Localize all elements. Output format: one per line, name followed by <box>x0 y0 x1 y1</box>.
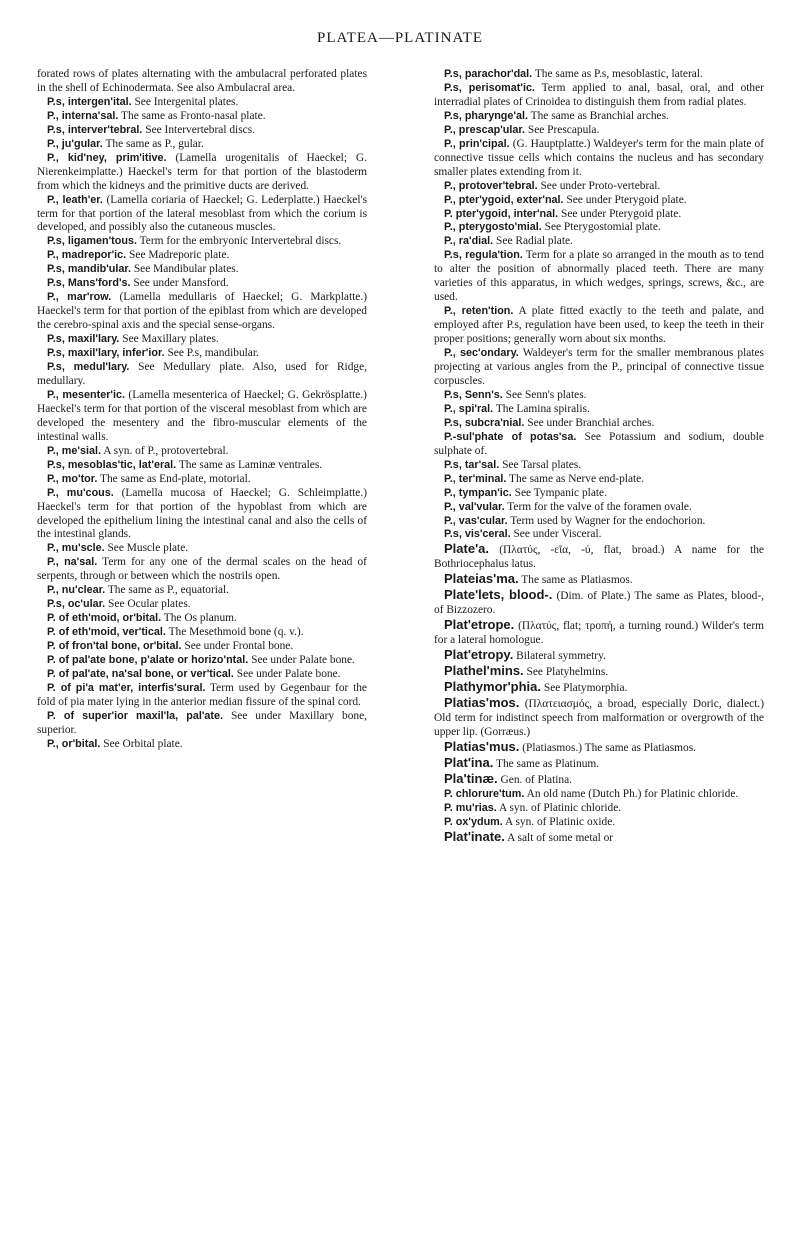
dictionary-entry <box>37 487 367 543</box>
entry-definition: A syn. of Platinic chloride. <box>499 801 622 814</box>
entry-headword: P., tympan'ic. <box>444 486 512 499</box>
dictionary-entry <box>434 680 764 696</box>
entry-headword: Plat'inate. <box>444 828 505 844</box>
entry-definition: Term for the valve of the foramen ovale. <box>507 500 692 513</box>
entry-headword: P., prin'cipal. <box>444 137 510 150</box>
entry-headword: P., spi'ral. <box>444 402 494 415</box>
entry-headword: P. ox'ydum. <box>444 815 503 828</box>
entry-definition: A syn. of P., protovertebral. <box>103 444 229 457</box>
dictionary-entry <box>37 654 367 668</box>
dictionary-entry <box>434 347 764 389</box>
dictionary-entry <box>37 445 367 459</box>
dictionary-entry <box>37 249 367 263</box>
entry-headword: P.s, oc'ular. <box>47 598 106 611</box>
entry-headword: P., mar'row. <box>47 291 112 304</box>
entry-headword: P., mo'tor. <box>47 472 98 485</box>
dictionary-entry <box>434 772 764 788</box>
entry-definition: (Πλατειασμός, a broad, especially Doric, dialect.) Old term for indistinct speech from malformation or overgrowth of the upper lip. (Gorræus.) <box>434 697 764 738</box>
entry-definition: See Tarsal plates. <box>502 458 582 471</box>
entry-definition: (Lamella medullaris of Haeckel; G. Markplatte.) Haeckel's term for that portion of the epiblast from which are developed the cerebro-spinal axis and the special sense-organs. <box>37 291 367 332</box>
entry-headword: P. of pi'a mat'er, interfis'sural. <box>47 681 206 694</box>
entry-definition: See Intergenital plates. <box>134 95 239 108</box>
dictionary-entry <box>37 263 367 277</box>
entry-headword: P.s, perisomat'ic. <box>444 81 535 94</box>
entry-definition: See Tympanic plate. <box>514 486 607 499</box>
dictionary-entry <box>37 738 367 752</box>
entry-headword: P., ra'dial. <box>444 235 494 248</box>
entry-headword: P., sec'ondary. <box>444 347 519 360</box>
dictionary-entry <box>434 305 764 347</box>
dictionary-entry <box>434 788 764 802</box>
entry-headword: P., ter'minal. <box>444 472 507 485</box>
entry-definition: Term used by Wagner for the endochorion. <box>510 514 706 527</box>
dictionary-entry <box>37 389 367 445</box>
entry-definition: See under Pterygoid plate. <box>561 207 682 220</box>
entry-headword: Plat'ina. <box>444 754 494 770</box>
entry-headword: P. of pal'ate bone, p'alate or horizo'ntal. <box>47 654 249 667</box>
entry-definition: See Mandibular plates. <box>133 263 239 276</box>
entry-definition: A syn. of Platinic oxide. <box>505 815 616 828</box>
dictionary-entry <box>37 361 367 389</box>
entry-definition: See under Pterygoid plate. <box>566 193 687 206</box>
entry-definition: See under Frontal bone. <box>184 640 294 653</box>
entry-definition: See Muscle plate. <box>107 542 189 555</box>
dictionary-entry <box>434 208 764 222</box>
entry-headword: P.s, mesoblas'tic, lat'eral. <box>47 458 177 471</box>
entry-definition: The same as Platiasmos. <box>521 574 633 587</box>
entry-headword: P., madrepor'ic. <box>47 249 127 262</box>
entry-headword: P.s, maxil'lary. <box>47 333 120 346</box>
entry-headword: P., ju'gular. <box>47 137 103 150</box>
dictionary-entry <box>434 648 764 664</box>
dictionary-entry <box>37 626 367 640</box>
dictionary-entry <box>37 277 367 291</box>
running-header: PLATEA—PLATINATE <box>317 30 483 46</box>
entry-headword: P. pter'ygoid, inter'nal. <box>444 207 559 220</box>
entry-headword: P., me'sial. <box>47 444 101 457</box>
dictionary-entry <box>37 194 367 236</box>
entry-headword: P., mu'scle. <box>47 542 105 555</box>
entry-definition: The same as Laminæ ventrales. <box>178 458 323 471</box>
entry-definition: See under Visceral. <box>513 528 602 541</box>
entry-definition: (G. Hauptplatte.) Waldeyer's term for the main plate of connective tissue cells which contains the nucleus and has secondary smaller plates extending from it. <box>434 137 765 178</box>
entry-headword: P. of eth'moid, or'bital. <box>47 612 162 625</box>
entry-headword: P. of super'ior maxil'la, pal'ate. <box>47 709 224 722</box>
left-column <box>37 68 367 752</box>
dictionary-entry <box>434 572 764 588</box>
dictionary-entry <box>434 740 764 756</box>
entry-definition: See Intervertebral discs. <box>145 123 255 136</box>
entry-headword: Pla'tinæ. <box>444 770 498 786</box>
entry-definition: The Mesethmoid bone (q. v.). <box>168 626 304 639</box>
entry-definition: Term applied to anal, basal, oral, and other interradial plates of Crinoidea to distinguish them from radial plates. <box>434 81 764 108</box>
right-column <box>434 68 764 845</box>
entry-headword: P., pterygosto'mial. <box>444 221 542 234</box>
entry-definition: The same as Platinum. <box>495 757 600 770</box>
entry-headword: P.s, subcra'nial. <box>444 416 525 429</box>
entry-definition: See under Maxillary bone, superior. <box>37 709 367 736</box>
dictionary-entry <box>434 542 764 572</box>
dictionary-entry <box>37 598 367 612</box>
entry-definition: Term used by Gegenbaur for the fold of pia mater lying in the anterior median fissure of the spinal cord. <box>37 681 367 708</box>
dictionary-entry <box>434 180 764 194</box>
entry-headword: Platias'mus. <box>444 738 520 754</box>
entry-definition: Bilateral symmetry. <box>516 650 606 663</box>
entry-definition: The same as Nerve end-plate. <box>509 472 645 485</box>
entry-headword: P.s, ligamen'tous. <box>47 235 137 248</box>
entry-definition: forated rows of plates alternating with the ambulacral perforated plates in the shell of Echinodermata. See also Ambulacral area. <box>37 68 367 94</box>
entry-headword: P.s, regula'tion. <box>444 249 523 262</box>
entry-definition: See P.s, mandibular. <box>167 347 259 360</box>
entry-headword: P., vas'cular. <box>444 514 508 527</box>
entry-definition: See Platymorphia. <box>543 681 628 694</box>
entry-headword: P., mu'cous. <box>47 486 114 499</box>
dictionary-entry <box>434 618 764 648</box>
entry-definition: See Ocular plates. <box>108 598 191 611</box>
dictionary-entry <box>434 528 764 542</box>
entry-headword: P., leath'er. <box>47 193 103 206</box>
entry-definition: Term for any one of the dermal scales on the head of serpents, through or between which the nostrils open. <box>37 556 367 583</box>
dictionary-entry <box>37 640 367 654</box>
entry-definition: (Πλατύς, flat; τροπή, a turning round.) Wilder's term for a lateral homologue. <box>434 620 764 647</box>
entry-definition: (Dim. of Plate.) The same as Plates, blood-, of Bizzozero. <box>434 590 764 617</box>
dictionary-entry <box>37 333 367 347</box>
entry-headword: P., reten'tion. <box>444 305 514 318</box>
dictionary-entry <box>37 556 367 584</box>
dictionary-entry <box>37 291 367 333</box>
entry-headword: Plathymor'phia. <box>444 678 541 694</box>
dictionary-entry <box>434 588 764 618</box>
dictionary-entry <box>434 664 764 680</box>
entry-definition: The Os planum. <box>163 612 237 625</box>
entry-headword: P.s, vis'ceral. <box>444 528 511 541</box>
entry-definition: The same as Branchial arches. <box>530 109 669 122</box>
entry-headword: P.s, intergen'ital. <box>47 95 132 108</box>
dictionary-entry <box>434 487 764 501</box>
entry-definition: (Platiasmos.) The same as Platiasmos. <box>522 741 697 754</box>
entry-definition: See Pterygostomial plate. <box>544 221 661 234</box>
entry-headword: P.s, Mans'ford's. <box>47 277 131 290</box>
dictionary-entry <box>37 96 367 110</box>
dictionary-entry <box>37 347 367 361</box>
entry-definition: See under Palate bone. <box>251 654 355 667</box>
entry-headword: Plate'a. <box>444 541 490 557</box>
entry-definition: The same as Fronto-nasal plate. <box>121 109 266 122</box>
dictionary-entry <box>434 473 764 487</box>
entry-headword: Platias'mos. <box>444 694 520 710</box>
entry-definition: The same as End-plate, motorial. <box>100 472 251 485</box>
entry-headword: P., protover'tebral. <box>444 179 538 192</box>
dictionary-entry <box>434 696 764 740</box>
entry-definition: (Πλατύς, -εῖα, -ύ, flat, broad.) A name for the Bothriocephalus latus. <box>434 544 764 571</box>
entry-definition: See Orbital plate. <box>103 737 183 750</box>
entry-definition: See under Mansford. <box>133 277 229 290</box>
entry-definition: See Prescapula. <box>527 123 600 136</box>
entry-headword: P. of pal'ate, na'sal bone, or ver'tical. <box>47 667 234 680</box>
dictionary-entry <box>37 668 367 682</box>
entry-headword: Plat'etropy. <box>444 647 514 663</box>
entry-headword: P.s, maxil'lary, infer'ior. <box>47 347 165 360</box>
entry-definition: See Medullary plate. Also, used for Ridge, medullary. <box>37 361 367 387</box>
dictionary-entry <box>434 756 764 772</box>
dictionary-entry <box>434 501 764 515</box>
dictionary-entry <box>37 138 367 152</box>
entry-definition: Term for the embryonic Intervertebral discs. <box>139 235 342 248</box>
entry-definition: A salt of some metal or <box>507 831 614 844</box>
dictionary-entry <box>434 124 764 138</box>
entry-definition: (Lamella coriaria of Haeckel; G. Lederplatte.) Haeckel's term for that portion of the lateral mesoblast from which the corium is developed, and possibly also the cutaneous muscles. <box>37 193 367 234</box>
dictionary-entry <box>434 830 764 846</box>
entry-headword: P.s, Senn's. <box>444 388 503 401</box>
entry-definition: (Lamella mesenterica of Haeckel; G. Gekrösplatte.) Haeckel's term for that portion of the visceral mesoblast from which are developed the mesentery and the fibro-muscular elements of the intestinal walls. <box>37 388 367 443</box>
entry-headword: P. of eth'moid, ver'tical. <box>47 626 166 639</box>
dictionary-entry <box>37 682 367 710</box>
entry-headword: Plate'lets, blood-. <box>444 587 553 603</box>
entry-definition: A plate fitted exactly to the teeth and palate, and employed after P.s, regulation have been used, to keep the teeth in their proper positions; generally worn about six months. <box>434 305 764 346</box>
dictionary-entry <box>434 68 764 82</box>
dictionary-entry <box>37 473 367 487</box>
entry-headword: P., pter'ygoid, exter'nal. <box>444 193 564 206</box>
dictionary-entry <box>434 110 764 124</box>
entry-definition: See Platyhelmins. <box>526 666 609 679</box>
entry-headword: P.s, interver'tebral. <box>47 123 143 136</box>
entry-headword: P., prescap'ular. <box>444 123 525 136</box>
dictionary-entry <box>37 124 367 138</box>
dictionary-entry <box>434 194 764 208</box>
entry-definition: See under Palate bone. <box>236 667 341 680</box>
entry-definition: (Lamella mucosa of Haeckel; G. Schleimplatte.) Haeckel's term for that portion of the hypoblast from which are developed the epithelium lining the intestinal canal and also the cells of the intestinal glands. <box>37 486 367 541</box>
dictionary-entry <box>37 584 367 598</box>
entry-headword: P.-sul'phate of potas'sa. <box>444 430 577 443</box>
entry-definition: See under Branchial arches. <box>527 416 655 429</box>
dictionary-entry <box>434 802 764 816</box>
dictionary-entry <box>434 138 764 180</box>
dictionary-entry <box>434 403 764 417</box>
entry-headword: P.s, parachor'dal. <box>444 68 533 80</box>
dictionary-entry <box>434 235 764 249</box>
entry-headword: P., kid'ney, prim'itive. <box>47 151 167 164</box>
entry-headword: Plat'etrope. <box>444 617 515 633</box>
entry-headword: Plateias'ma. <box>444 571 519 587</box>
entry-headword: P.s, tar'sal. <box>444 458 500 471</box>
entry-definition: Term for a plate so arranged in the mouth as to tend to alter the position of abnormally placed teeth. There are many varieties of this apparatus, in which wedges, springs, screws, &c., are used. <box>434 249 764 304</box>
entry-headword: P.s, mandib'ular. <box>47 263 131 276</box>
dictionary-entry <box>37 68 367 96</box>
dictionary-entry <box>434 515 764 529</box>
entry-headword: P., na'sal. <box>47 556 98 569</box>
entry-definition: See under Proto-vertebral. <box>540 179 661 192</box>
entry-definition: The same as P., equatorial. <box>107 584 229 597</box>
entry-definition: See Maxillary plates. <box>122 333 219 346</box>
dictionary-entry <box>37 710 367 738</box>
entry-headword: P. mu'rias. <box>444 801 497 814</box>
entry-definition: The Lamina spiralis. <box>495 402 590 415</box>
dictionary-entry <box>37 110 367 124</box>
entry-definition: See Madreporic plate. <box>129 249 230 262</box>
dictionary-entry <box>434 816 764 830</box>
entry-headword: P., val'vular. <box>444 500 505 513</box>
entry-headword: P.s, medul'lary. <box>47 361 130 374</box>
entry-definition: See Potassium and sodium, double sulphate of. <box>434 430 764 457</box>
dictionary-entry <box>37 459 367 473</box>
dictionary-entry <box>434 431 764 459</box>
dictionary-entry <box>434 389 764 403</box>
dictionary-entry <box>434 249 764 305</box>
dictionary-entry <box>37 612 367 626</box>
dictionary-entry <box>434 82 764 110</box>
entry-definition: The same as P., gular. <box>105 137 204 150</box>
entry-definition: See Radial plate. <box>496 235 573 248</box>
entry-headword: P. chlorure'tum. <box>444 787 525 800</box>
entry-headword: P.s, pharynge'al. <box>444 109 528 122</box>
entry-definition: Gen. of Platina. <box>500 773 573 786</box>
entry-headword: P., interna'sal. <box>47 109 119 122</box>
dictionary-entry <box>37 235 367 249</box>
entry-headword: P., or'bital. <box>47 737 101 750</box>
entry-headword: P. of fron'tal bone, or'bital. <box>47 640 182 653</box>
entry-definition: See Senn's plates. <box>505 388 587 401</box>
entry-definition: An old name (Dutch Ph.) for Platinic chloride. <box>526 787 739 800</box>
entry-definition: Waldeyer's term for the smaller membranous plates projecting at various angles from the P., principal of connective tissue corpuscles. <box>434 347 764 387</box>
entry-headword: P., nu'clear. <box>47 584 106 597</box>
entry-headword: Plathel'mins. <box>444 663 524 679</box>
dictionary-entry <box>434 221 764 235</box>
dictionary-entry <box>434 459 764 473</box>
entry-definition: The same as P.s, mesoblastic, lateral. <box>534 68 703 80</box>
entry-definition: (Lamella urogenitalis of Haeckel; G. Nierenkeimplatte.) Haeckel's term for that portion of the blastoderm from which the kidneys and the primitive ducts are derived. <box>37 151 367 192</box>
dictionary-entry <box>37 542 367 556</box>
dictionary-entry <box>37 152 367 194</box>
dictionary-entry <box>434 417 764 431</box>
entry-headword: P., mesenter'ic. <box>47 388 125 401</box>
